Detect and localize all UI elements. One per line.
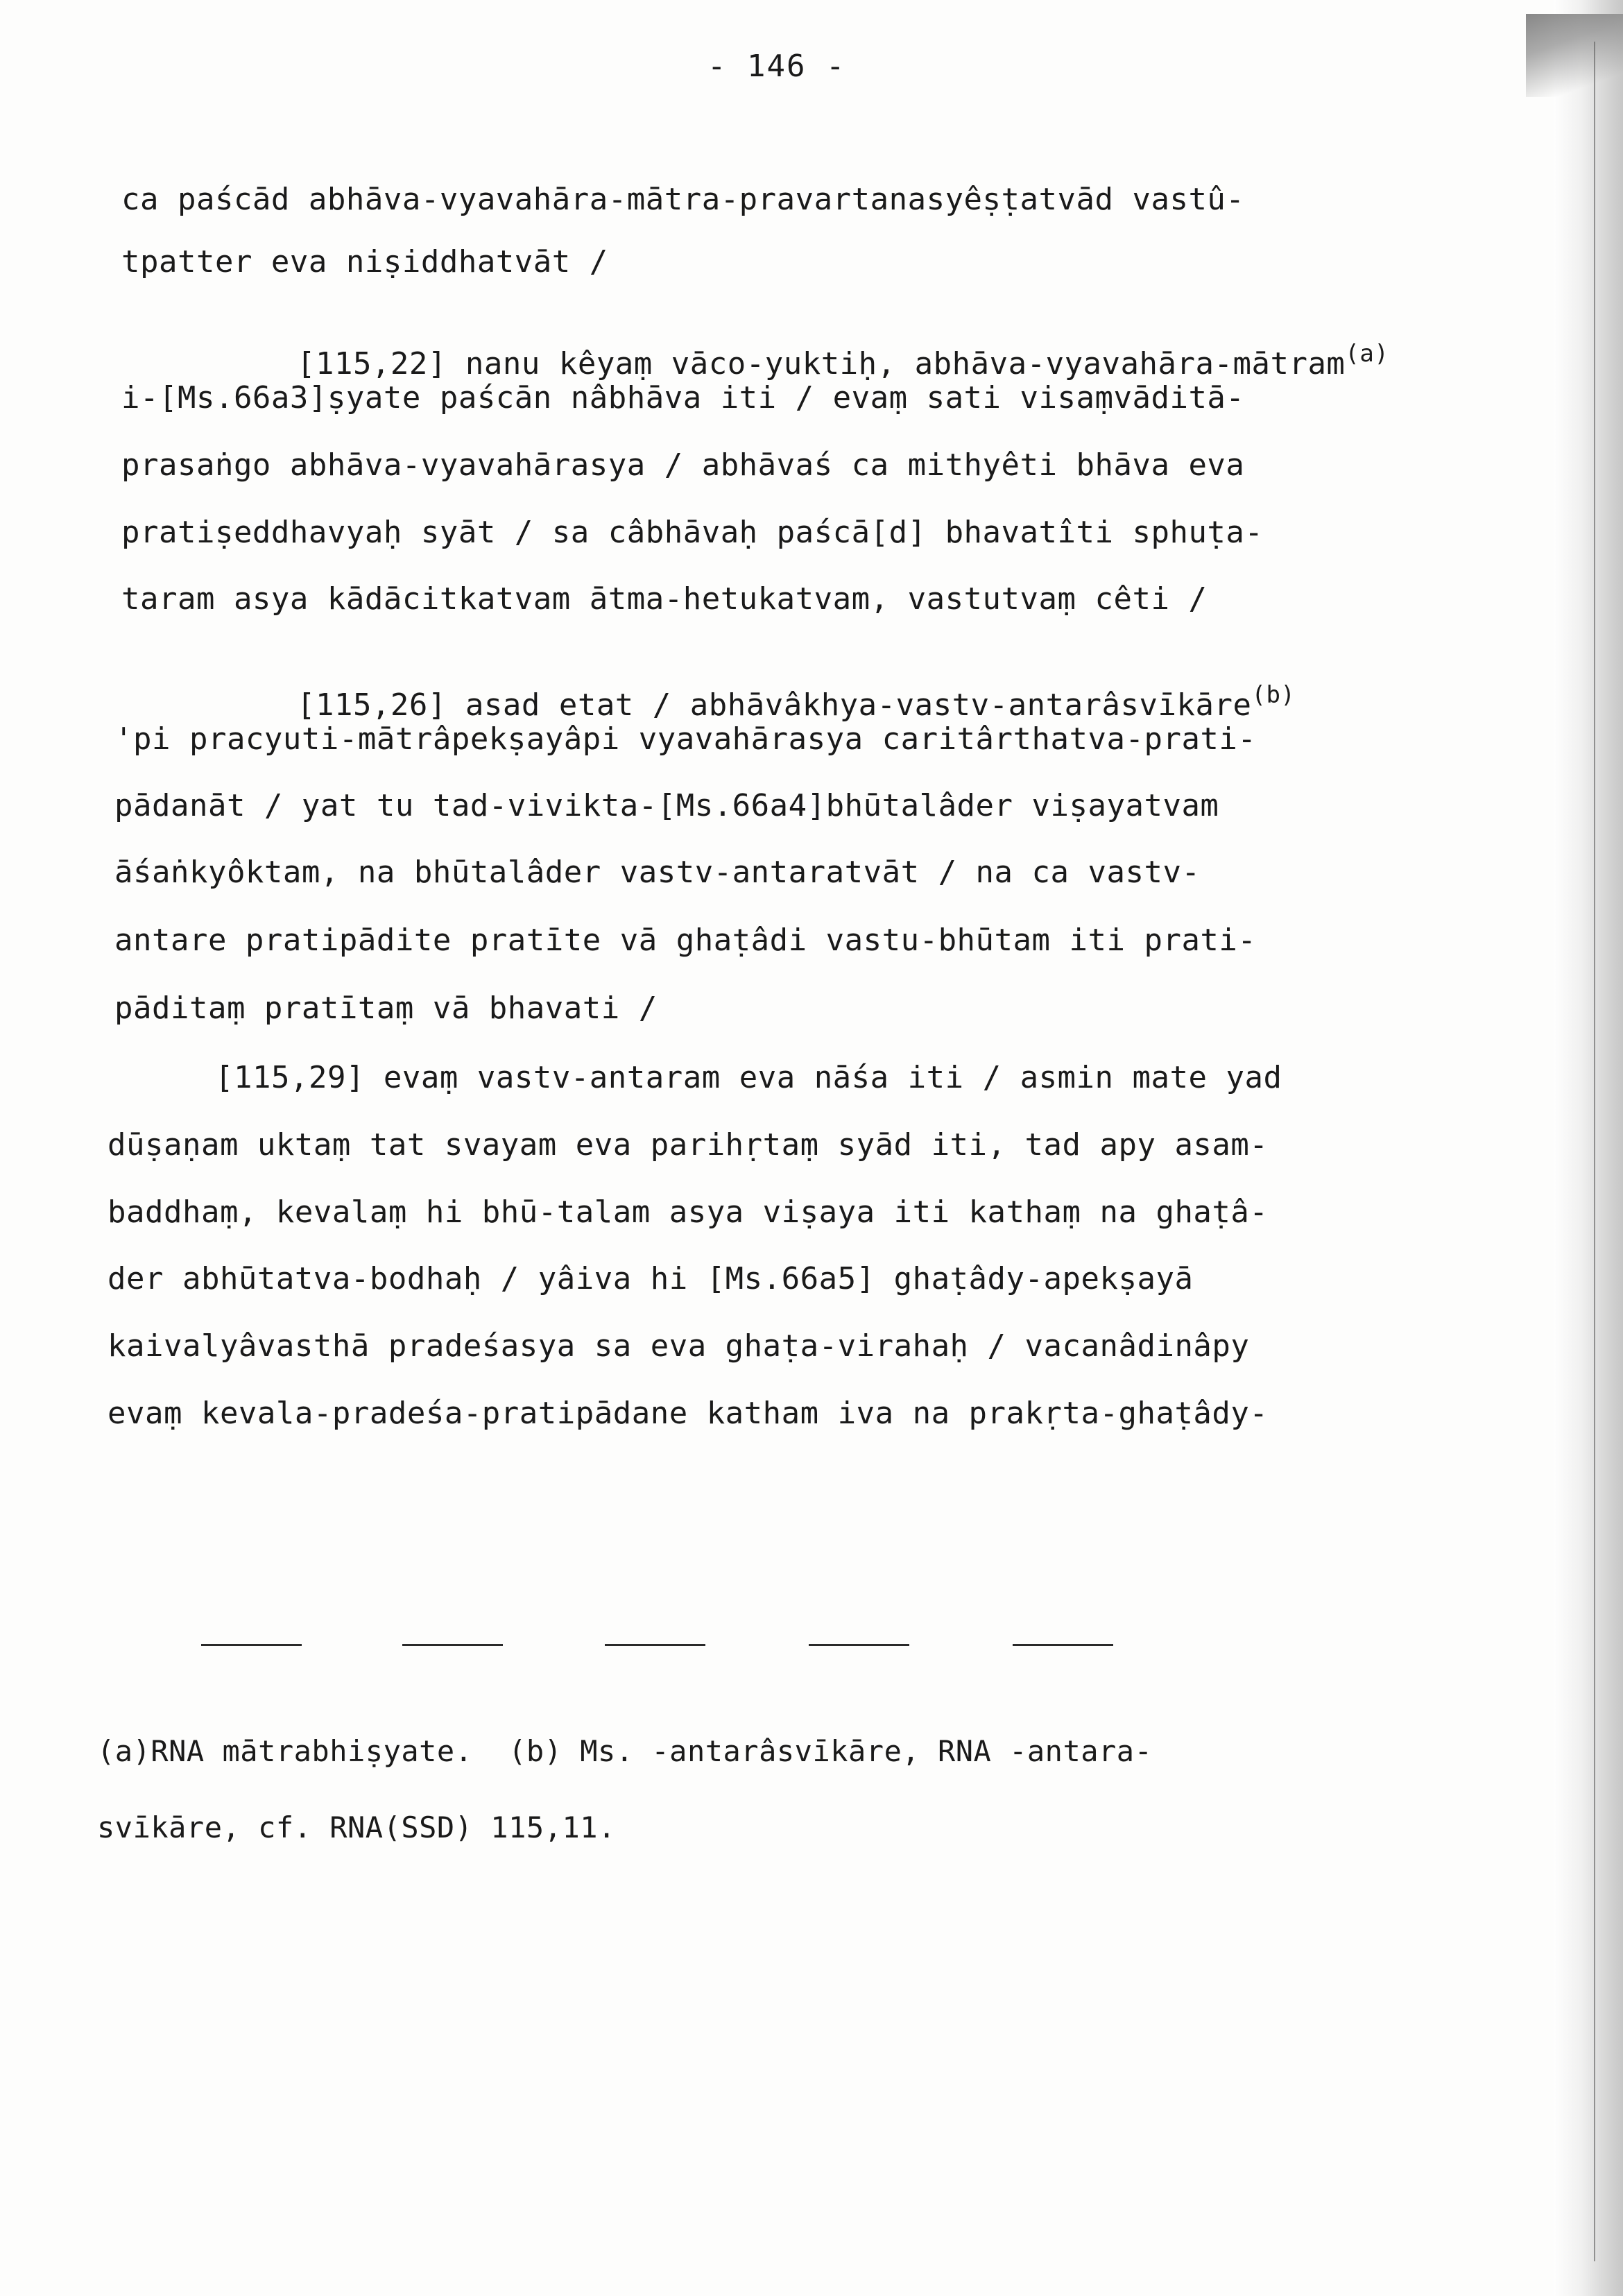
scan-shadow xyxy=(1554,0,1623,2296)
text-line: taram asya kādācitkatvam ātma-hetukatvam, vastutvaṃ cêti / xyxy=(121,581,1208,617)
separator-dash xyxy=(605,1644,705,1646)
text-line: tpatter eva niṣiddhatvāt / xyxy=(121,244,608,280)
text-line: dūṣaṇam uktaṃ tat svayam eva parihṛtaṃ syād iti, tad apy asam- xyxy=(108,1127,1269,1163)
footnote-line: (a)RNA mātrabhiṣyate. (b) Ms. -antarâsvīkāre, RNA -antara- xyxy=(97,1734,1153,1768)
separator-dash xyxy=(1013,1644,1113,1646)
separator-dash xyxy=(201,1644,302,1646)
paragraph-opening: [115,26] asad etat / abhāvâkhya-vastv-antarâsvīkāre xyxy=(296,687,1252,723)
text-line: baddhaṃ, kevalaṃ hi bhū-talam asya viṣaya iti kathaṃ na ghaṭâ- xyxy=(108,1194,1269,1230)
separator-dash xyxy=(809,1644,909,1646)
text-line: āśaṅkyôktam, na bhūtalâder vastv-antaratvāt / na ca vastv- xyxy=(114,855,1201,890)
footnote-line: svīkāre, cf. RNA(SSD) 115,11. xyxy=(97,1810,616,1844)
paragraph-opening: [115,22] nanu kêyaṃ vāco-yuktiḥ, abhāva-vyavahāra-mātram xyxy=(296,346,1346,382)
page-number: - 146 - xyxy=(707,49,846,84)
text-line: pratiṣeddhavyaḥ syāt / sa câbhāvaḥ paścā[d] bhavatîti sphuṭa- xyxy=(121,515,1264,550)
footnote-marker-b: (b) xyxy=(1251,681,1296,709)
text-line: prasaṅgo abhāva-vyavahārasya / abhāvaś ca mithyêti bhāva eva xyxy=(121,447,1245,483)
text-line: [115,29] evaṃ vastv-antaram eva nāśa iti / asmin mate yad xyxy=(215,1060,1282,1095)
text-line: antare pratipādite pratīte vā ghaṭâdi vastu-bhūtam iti prati- xyxy=(114,923,1257,958)
text-line: evaṃ kevala-pradeśa-pratipādane katham iva na prakṛta-ghaṭâdy- xyxy=(108,1396,1269,1431)
footnote-marker-a: (a) xyxy=(1345,340,1389,368)
scan-corner xyxy=(1526,14,1623,97)
text-line: i-[Ms.66a3]ṣyate paścān nâbhāva iti / evaṃ sati visaṃvāditā- xyxy=(121,380,1245,415)
separator-dash xyxy=(402,1644,503,1646)
scan-edge xyxy=(1594,42,1595,2261)
text-line: pādanāt / yat tu tad-vivikta-[Ms.66a4]bhūtalâder viṣayatvam xyxy=(114,788,1219,823)
text-line: pāditaṃ pratītaṃ vā bhavati / xyxy=(114,991,658,1026)
text-line: 'pi pracyuti-mātrâpekṣayâpi vyavahārasya caritârthatva-prati- xyxy=(114,721,1257,757)
text-line: der abhūtatva-bodhaḥ / yâiva hi [Ms.66a5] ghaṭâdy-apekṣayā xyxy=(108,1261,1194,1296)
text-line: kaivalyâvasthā pradeśasya sa eva ghaṭa-virahaḥ / vacanâdinâpy xyxy=(108,1328,1250,1364)
text-line: ca paścād abhāva-vyavahāra-mātra-pravartanasyêṣṭatvād vastû- xyxy=(121,182,1245,217)
